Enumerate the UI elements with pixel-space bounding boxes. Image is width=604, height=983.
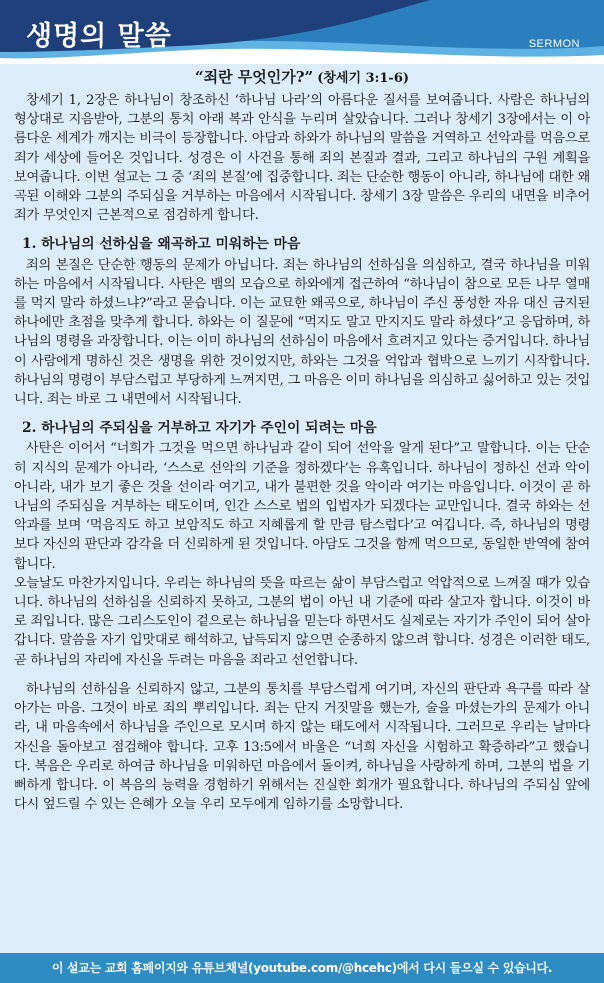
sermon-title-line bbox=[14, 66, 590, 90]
sermon-body bbox=[14, 66, 590, 814]
intro-paragraph: 창세기 1, 2장은 하나님이 창조하신 ‘하나님 나라’의 아름다운 질서를 보여줍니다. 사람은 하나님의 형상대로 지음받아, 그분의 통치 아래 복과 안식을 누리며 살았습니다. 그러나 창세기 3장에서는 이 아름다운 세계가 깨지는 비극이 등장합니다. 아담과 하와가 하나님의 말씀을 거역하고 선악과를 먹음으로 죄가 세상에 들어온 것입니다. 성경은 이 사건을 통해 죄의 본질과 결과, 그리고 하나님의 구원 계획을 보여줍니다. 이번 설교는 그 중 ‘죄의 본질’에 집중합니다. 죄는 단순한 행동이 아니라, 하나님에 대한 왜곡된 이해와 그분의 주되심을 거부하는 마음에서 시작됩니다. 창세기 3장 말씀은 우리의 내면을 비추어 죄가 무엇인지 근본적으로 점검하게 합니다. bbox=[14, 93, 590, 224]
conclusion-paragraph: 하나님의 선하심을 신뢰하지 않고, 그분의 통치를 부담스럽게 여기며, 자신의 판단과 욕구를 따라 살아가는 마음. 그것이 바로 죄의 뿌리입니다. 죄는 단지 거짓말을 했는가, 술을 마셨는가의 문제가 아니라, 내 마음속에서 하나님을 주인으로 모시며 하지 않는 태도에서 시작됩니다. 그러므로 우리는 날마다 자신을 돌아보고 점검해야 합니다. 고후 13:5에서 바울은 “너희 자신을 시험하고 확증하라”고 했습니다. 복음은 우리로 하여금 하나님을 미워하던 마음에서 돌이켜, 하나님을 사랑하게 하며, 그분의 법을 기뻐하게 합니다. 이 복음의 능력을 경험하기 위해서는 진실한 회개가 필요합니다. 하나님의 주되심 앞에 다시 엎드릴 수 있는 은혜가 오늘 우리 모두에게 임하기를 소망합니다. bbox=[14, 681, 591, 813]
header-banner bbox=[0, 0, 604, 64]
section-1-paragraph: 죄의 본질은 단순한 행동의 문제가 아닙니다. 죄는 하나님의 선하심을 의심하고, 결국 하나님을 미워하는 마음에서 시작됩니다. 사탄은 뱀의 모습으로 하와에게 접근하여 “하나님이 참으로 모든 나무 열매를 먹지 말라 하셨느냐?”라고 묻습니다. 이는 교묘한 왜곡으로, 하나님이 주신 풍성한 자유 대신 금지된 하나에만 초점을 맞추게 합니다. 하와는 이 질문에 “먹지도 말고 만지지도 말라 하셨다”고 응답하며, 하나님의 명령을 과장합니다. 이는 이미 하나님의 선하심이 마음에서 흐려지고 있다는 증거입니다. 하나님이 사람에게 명하신 것은 생명을 위한 것이었지만, 하와는 그것을 억압과 협박으로 느끼기 시작합니다. 하나님의 명령이 부담스럽고 부당하게 느껴지면, 그 마음은 이미 하나님을 의심하고 싫어하고 있는 것입니다. 죄는 바로 그 내면에서 시작됩니다. bbox=[14, 257, 590, 408]
section-2-paragraph-2: 오늘날도 마찬가지입니다. 우리는 하나님의 뜻을 따르는 삶이 부담스럽고 억압적으로 느껴질 때가 있습니다. 하나님의 선하심을 신뢰하지 못하고, 그분의 법이 아닌 내 기준에 따라 살고자 합니다. 이것이 바로 죄입니다. 많은 그리스도인이 겉으로는 하나님을 믿는다 하면서도 실제로는 자기가 주인이 되어 살아갑니다. 말씀을 자기 입맛대로 해석하고, 납득되지 않으면 순종하지 않으려 합니다. 성경은 이러한 태도, 곧 하나님의 자리에 자신을 두려는 마음을 죄라고 선언합니다. bbox=[14, 575, 590, 668]
sermon-title: “죄란 무엇인가?” bbox=[194, 68, 314, 86]
scripture-reference: (창세기 3:1-6) bbox=[317, 71, 410, 86]
footer-notice: 이 설교는 교회 홈페이지와 유튜브채널(youtube.com/@hcehc)에서 다시 들으실 수 있습니다. bbox=[0, 953, 604, 983]
section-2-paragraph-1: 사탄은 이어서 “너희가 그것을 먹으면 하나님과 같이 되어 선악을 알게 된다”고 말합니다. 이는 단순히 지식의 문제가 아니라, ‘스스로 선악의 기준을 정하겠다’는 유혹입니다. 하나님이 정하신 선과 악이 아니라, 내가 보기 좋은 것을 선이라 여기고, 내가 불편한 것을 악이라 여기는 마음입니다. 이것이 곧 하나님의 주되심을 거부하는 태도이며, 인간 스스로 법의 입법자가 되겠다는 교만입니다. 결국 하와는 선악과를 보며 ‘먹음직도 하고 보암직도 하고 지혜롭게 할 만큼 탐스럽다’고 여깁니다. 즉, 하나님의 명령보다 자신의 판단과 감각을 더 신뢰하게 된 것입니다. 아담도 그것을 함께 먹으므로, 동일한 반역에 참여합니다. bbox=[14, 441, 590, 572]
section-2-heading: 2. 하나님의 주되심을 거부하고 자기가 주인이 되려는 마음 bbox=[22, 420, 377, 437]
header-title: 생명의 말씀 bbox=[26, 21, 172, 52]
header-sermon-tag: SERMON bbox=[528, 38, 580, 50]
section-1-heading: 1. 하나님의 선하심을 왜곡하고 미워하는 마음 bbox=[22, 236, 301, 253]
